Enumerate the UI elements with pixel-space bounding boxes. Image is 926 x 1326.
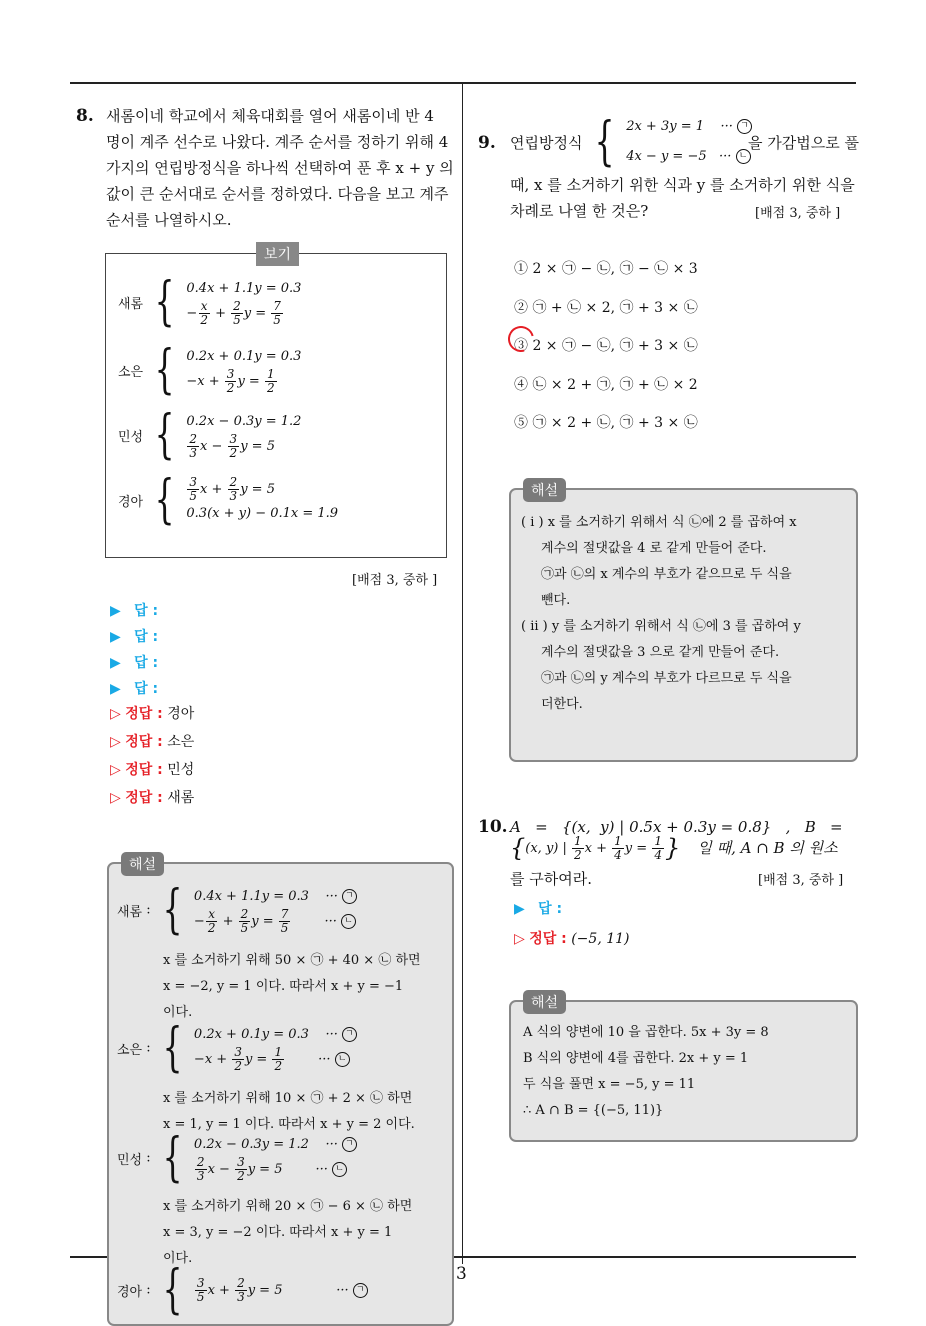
q9-option-4[interactable]: ④ ㉡ × 2 + ㉠, ㉠ + ㉡ × 2 [514,376,698,393]
q8-answer-rows: ▶ 답 : ▶ 답 : ▶ 답 : ▶ 답 : [110,603,159,697]
q8-correct-rows: ▷ 정답 : 경아 ▷ 정답 : 소은 ▷ 정답 : 민성 ▷ 정답 : 새롬 [110,706,195,806]
correct-arrow-icon: ▷ [514,931,525,947]
answer-arrow-icon: ▶ [110,655,121,671]
q9-intro: 연립방정식 [510,134,583,152]
answer-arrow-icon: ▶ [110,629,121,645]
bogi-box [105,247,447,558]
q9-solution-box: 해설 ( i ) x 를 소거하기 위해서 식 ㉡에 2 를 곱하여 x 계수의 절댓값을 4 로 같게 만들어 준다. ㉠과 ㉡의 x 계수의 부호가 같으므로 두 식을 뺀다. ( ii ) y 를 소거하기 위해서 식 ㉡에 3 를 곱하여 y 계수의 절댓값을 3 으로 같게 만들어 준다. ㉠과 ㉡의 y 계수의 부호가 다르므로 두 식을 더한다. [509,488,858,762]
page-number: 3 [456,1264,467,1284]
bogi-soeun: 소은 { 0.2x + 0.1y = 0.3 −x + $\frac{3}{2}$ y = $\frac{1}{2}$ [118,340,302,400]
q10-solution-label: 해설 [523,990,566,1014]
q9-option-1[interactable]: ① 2 × ㉠ − ㉡, ㉠ − ㉡ × 3 [514,261,698,277]
bogi-label: 보기 [256,242,299,266]
correct-arrow-icon: ▷ [110,706,121,722]
q9-after: 을 가감법으로 풀 [748,134,859,152]
top-rule [70,82,856,84]
bogi-minseong: 민성 { 0.2x − 0.3y = 1.2 $\frac{2}{3}$ x − $\frac{3}{2}$ y = 5 [118,405,302,465]
answer-arrow-icon: ▶ [514,901,525,917]
q10-line1: A = {(x, y) | 0.5x + 0.3y = 0.8} , B = [510,818,843,836]
q8-number: 8. [76,106,94,126]
q8-score: [배점 3, 중하 ] [352,573,438,588]
answer-arrow-icon: ▶ [110,603,121,619]
q9-option-5[interactable]: ⑤ ㉠ × 2 + ㉡, ㉠ + 3 × ㉡ [514,415,698,431]
q9-solution-label: 해설 [523,478,566,502]
correct-arrow-icon: ▷ [110,734,121,750]
q10-solution-box: 해설 A 식의 양변에 10 을 곱한다. 5x + 3y = 8 B 식의 양변에 4를 곱한다. 2x + y = 1 두 식을 풀면 x = −5, y = 11 ∴ A ∩ B = {(−5, 11)} [509,1000,858,1142]
bogi-saerom: 새롬 { 0.4x + 1.1y = 0.3 − $\frac{x}{2}$ + $\frac{2}{5}$ y = $\frac{7}{5}$ [118,272,302,332]
correct-arrow-icon: ▷ [110,762,121,778]
column-divider [462,84,463,1264]
q10-answer-row: ▶ 답 : ▷ 정답 : (−5, 11) [514,901,630,947]
q9-options [514,250,698,443]
bogi-gyeonga: 경아 { $\frac{3}{5}$ x + $\frac{2}{3}$ y = 5 0.3(x + y) − 0.1x = 1.9 [118,470,339,530]
q8-solution-label: 해설 [121,852,164,876]
q9-score: [배점 3, 중하 ] [755,206,841,221]
q10-score: [배점 3, 중하 ] [758,873,844,888]
q10-number: 10. [478,817,508,837]
q8-solution-box: 해설 새롬 : { 0.4x + 1.1y = 0.3 ··· ㄱ − $\frac{x}{2}$ + $\frac{2}{5}$ y = $\frac{7}{5}$ ··· ㄴ x 를 소거하기 위해 50 × ㉠ + 40 × ㉡ 하면 x = −2, y = 1 이다. 따라서 x + y = −1 이다. 소은 : { 0.2x + 0.1y = 0.3 ··· ㄱ −x + $\frac{3}{2}$ y = $\frac{1}{2}$ ··· ㄴ x 를 소거하기 위해 10 × ㉠ + 2 × ㉡ 하면 x = 1, y = 1 이다. 따라서 x + y = 2 이다. 민성 : { 0.2x − 0.3y = 1.2 ··· ㄱ $\frac{2}{3}$ x − $\frac{3}{2}$ y = 5 ··· ㄴ x 를 소거하기 위해 20 × ㉠ − 6 × ㉡ 하면 x = 3, y = −2 이다. 따라서 x + y = 1 이다. 경아 : { $\frac{3}{5}$ x + $\frac{2}{3}$ y = 5 ··· ㄱ [107,862,454,1326]
q9-text: 때, x 를 소거하기 위한 식과 y 를 소거하기 위한 식을 차례로 나열 한 것은? [510,176,855,220]
q8-text: 새롬이네 학교에서 체육대회를 열어 새롬이네 반 4 명이 계주 선수로 나왔다. 계주 순서를 정하기 위해 4 가지의 연립방정식을 하나씩 선택하여 푼 후 x + y 의 값이 큰 순서대로 순서를 정하였다. 다음을 보고 계주 순서를 나열하시오. [106,107,454,229]
answer-arrow-icon: ▶ [110,681,121,697]
q9-number: 9. [478,133,496,153]
q10-line3: 를 구하여라. [510,870,592,888]
q10-line2: {(x, y) | $\frac{1}{2}$ x + $\frac{1}{4}$ y = $\frac{1}{4}$ } 일 때, A ∩ B 의 원소 [510,833,838,862]
q9-system: { 2x + 3y = 1 ··· ㄱ 4x − y = −5 ··· ㄴ [588,112,752,172]
correct-arrow-icon: ▷ [110,790,121,806]
q9-option-2[interactable]: ② ㉠ + ㉡ × 2, ㉠ + 3 × ㉡ [514,299,698,316]
q9-option-3[interactable]: ③ 2 × ㉠ − ㉡, ㉠ + 3 × ㉡ [514,338,698,354]
